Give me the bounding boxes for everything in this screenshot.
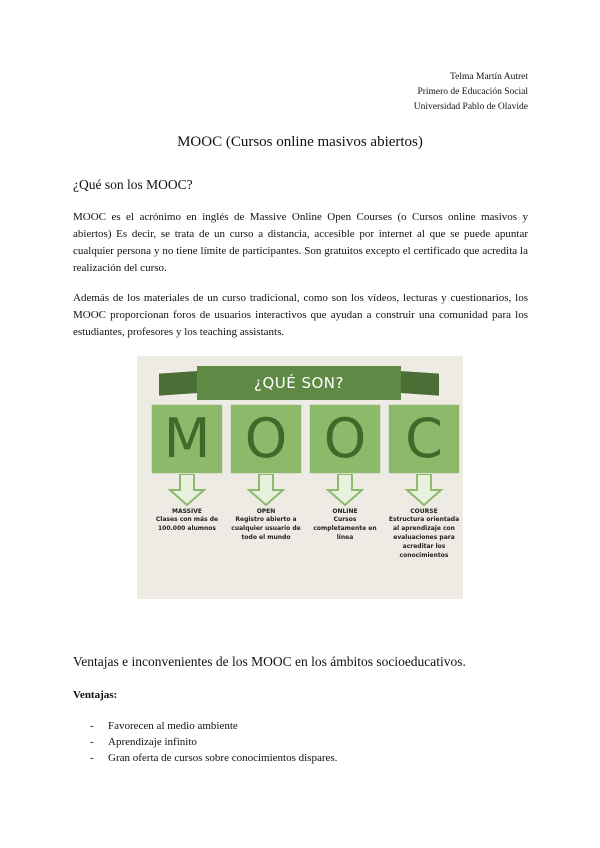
section-heading-what-are-moocs: ¿Qué son los MOOC?	[73, 177, 193, 192]
mooc-infographic	[137, 356, 463, 599]
column-title: MASSIVE	[172, 508, 202, 515]
paragraph-definition: MOOC es el acrónimo en inglés de Massive Online Open Courses (o Cursos online masivos y abiertos) Es decir, se trata de un curso a distancia, accesible por internet al que se puede apuntar cualquier persona y no tiene límite de participantes. Son gratuitos excepto el certificado que acredita la realización del curso.	[73, 211, 528, 274]
down-arrow-icon	[325, 474, 365, 506]
author-course: Primero de Educación Social	[417, 87, 528, 97]
infographic-column-online	[309, 404, 381, 542]
list-item: - Gran oferta de cursos sobre conocimientos dispares.	[90, 752, 338, 764]
column-description: Registro abierto a cualquier usuario de todo el mundo	[231, 516, 301, 541]
column-title: OPEN	[256, 508, 276, 515]
subheading-advantages: Ventajas:	[73, 689, 118, 701]
list-item: - Aprendizaje infinito	[90, 736, 197, 748]
list-item-text: Gran oferta de cursos sobre conocimientos dispares.	[108, 752, 338, 764]
down-arrow-icon	[404, 474, 444, 506]
letter-box: M	[151, 404, 223, 474]
letter-box: O	[230, 404, 302, 474]
infographic-column-massive	[151, 404, 223, 533]
advantages-list	[90, 718, 337, 766]
author-university: Universidad Pablo de Olavide	[413, 102, 528, 112]
author-block	[414, 70, 528, 115]
column-title: ONLINE	[332, 508, 358, 515]
list-item-text: Aprendizaje infinito	[108, 736, 197, 748]
letter-box: O	[309, 404, 381, 474]
column-description: Clases con más de 100.000 alumnos	[155, 516, 219, 532]
column-description: Cursos completamente en línea	[313, 516, 377, 541]
paragraph-materials: Además de los materiales de un curso tradicional, como son los vídeos, lecturas y cuestionarios, los MOOC proporcionan foros de usuarios interactivos que ayudan a construir una comunidad para los estudiantes, profesores y los teaching assistants.	[73, 292, 528, 338]
list-item-text: Favorecen al medio ambiente	[108, 720, 238, 732]
document-title: MOOC (Cursos online masivos abiertos)	[177, 134, 423, 150]
infographic-banner: ¿QUÉ SON?	[197, 366, 401, 400]
infographic-column-open	[230, 404, 302, 542]
column-description: Estructura orientada al aprendizaje con evaluaciones para acreditar los conocimientos	[388, 516, 460, 559]
list-item: - Favorecen al medio ambiente	[90, 720, 238, 732]
column-title: COURSE	[410, 508, 438, 515]
down-arrow-icon	[246, 474, 286, 506]
down-arrow-icon	[167, 474, 207, 506]
section-heading-advantages-disadvantages: Ventajas e inconvenientes de los MOOC en los ámbitos socioeducativos.	[73, 654, 466, 669]
letter-box: C	[388, 404, 460, 474]
author-name: Telma Martín Autret	[450, 72, 528, 82]
infographic-column-course	[388, 404, 460, 560]
